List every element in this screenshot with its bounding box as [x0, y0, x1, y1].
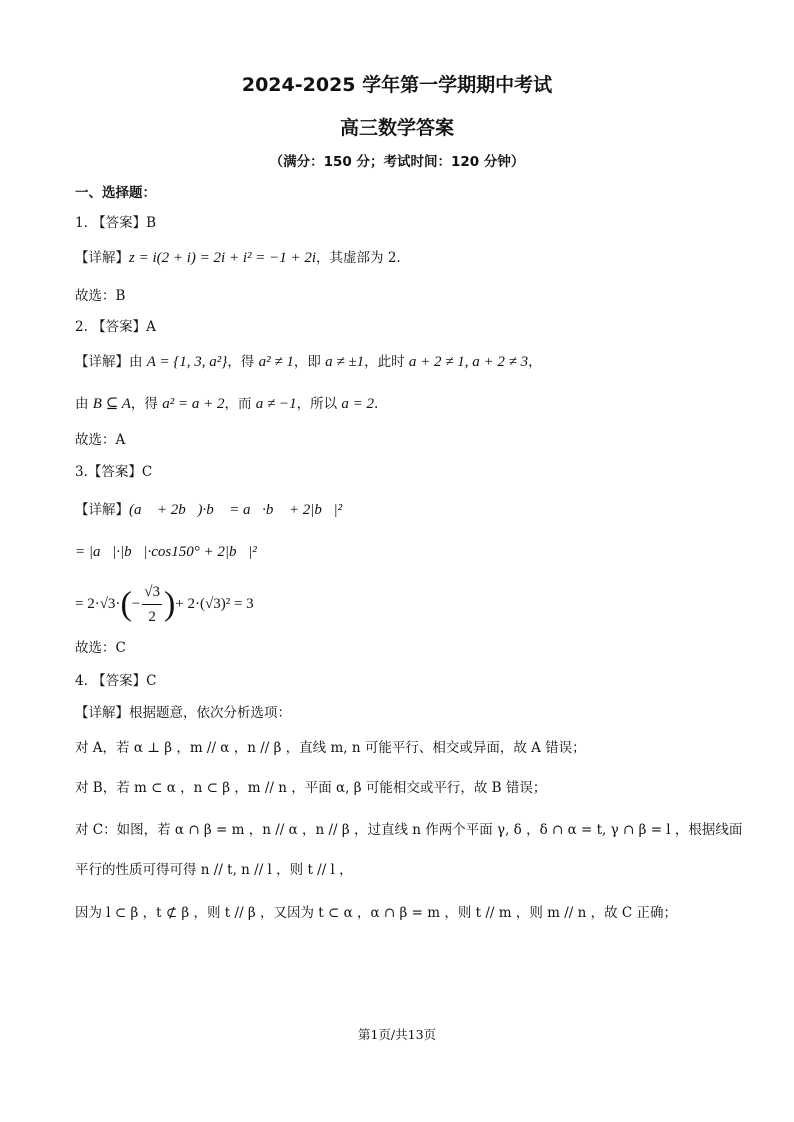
- q2-line1: [75, 352, 542, 372]
- q2-line1-prefix: 【详解】由: [75, 354, 147, 370]
- page-number: 第1页/共13页: [357, 1027, 437, 1042]
- q4-option-a: 对 A，若 α ⊥ β ，m // α ，n // β ，直线 m, n 可能平行、相交或异面，故 A 错误；: [75, 740, 586, 756]
- q3-line3: = 2·√3·(− $\frac{√3}{2}$ )+ 2·(√3)² = 3: [75, 580, 254, 629]
- q2-line1-math3: a ≠ ±1: [325, 354, 365, 370]
- q2-line1-math2: a² ≠ 1: [258, 354, 294, 370]
- q3-answer: 3.【答案】C: [75, 464, 153, 480]
- q1-detail-math: z = i(2 + i) = 2i + i² = −1 + 2i: [129, 250, 317, 266]
- q2-line2-math3: a ≠ −1: [255, 396, 297, 412]
- q2-line2-math4: a = 2: [341, 396, 375, 412]
- q4-option-c-line1: 对 C：如图，若 α ∩ β = m ，n // α ，n // β ，过直线 n 作两个平面 γ, δ ，δ ∩ α = t, γ ∩ β = l ，根据线面: [75, 822, 743, 838]
- q2-line2-math1: B ⊆ A: [92, 396, 131, 412]
- q2-answer: 2. 【答案】A: [75, 319, 156, 335]
- q4-answer: 4. 【答案】C: [75, 673, 157, 689]
- q4-option-c-line3: 因为 l ⊂ β ，t ⊄ β ，则 t // β ，又因为 t ⊂ α ，α ∩ β = m ，则 t // m ，则 m // n ，故 C 正确；: [75, 905, 677, 921]
- q1-detail-prefix: 【详解】: [75, 250, 129, 266]
- q1-detail: [75, 248, 401, 268]
- exam-title: 2024-2025 学年第一学期期中考试: [241, 74, 553, 96]
- q2-line1-math4: a + 2 ≠ 1, a + 2 ≠ 3: [408, 354, 529, 370]
- q2-line1-mid1: ，得: [227, 354, 259, 370]
- q4-option-b: 对 B，若 m ⊂ α ，n ⊂ β ，m // n ，平面 α, β 可能相交或平行，故 B 错误；: [75, 780, 547, 796]
- q2-line1-math1: A = {1, 3, a²}: [146, 354, 228, 370]
- section-heading: 一、选择题：: [75, 185, 156, 201]
- q2-line2-prefix: 由: [75, 396, 93, 412]
- q2-line1-end: ，: [528, 354, 542, 370]
- q2-line1-mid3: ，此时: [364, 354, 409, 370]
- q3-line1-math: (a⃗ + 2b⃗)·b⃗ = a⃗·b⃗ + 2|b⃗|²: [129, 502, 343, 518]
- q3-fraction-denominator: 2: [148, 609, 156, 625]
- q3-line1-prefix: 【详解】: [75, 502, 129, 518]
- q3-fraction: [142, 580, 162, 629]
- q4-detail: 【详解】根据题意，依次分析选项：: [75, 705, 291, 721]
- q3-line2: [75, 542, 257, 562]
- q2-line2-math2: a² = a + 2: [162, 396, 225, 412]
- exam-subtitle: 高三数学答案: [339, 117, 454, 139]
- q3-fraction-numerator: √3: [142, 580, 162, 605]
- q3-line2-math: = |a⃗|·|b⃗|·cos150° + 2|b⃗|²: [75, 544, 257, 560]
- q2-choice: 故选：A: [75, 432, 126, 448]
- q2-line2-mid2: ，而: [224, 396, 256, 412]
- q1-answer: 1. 【答案】B: [75, 215, 157, 231]
- q2-line2-end: .: [374, 396, 379, 412]
- exam-note: （满分：150 分；考试时间：120 分钟）: [269, 154, 525, 170]
- q2-line2-mid1: ，得: [130, 396, 163, 412]
- q3-line3-part-b: + 2·(√3)² = 3: [175, 596, 254, 612]
- left-paren-icon: (: [120, 585, 132, 623]
- q2-line1-mid2: ，即: [293, 354, 326, 370]
- q4-option-c-line2: 平行的性质可得可得 n // t, n // l ，则 t // l ，: [75, 862, 353, 878]
- right-paren-icon: ): [163, 585, 176, 623]
- q2-line2-mid3: ，所以: [296, 396, 342, 412]
- q1-choice: 故选：B: [75, 288, 126, 304]
- q1-detail-suffix: ，其虚部为 2.: [316, 250, 401, 266]
- q3-line1: [75, 500, 342, 520]
- q3-choice: 故选：C: [75, 640, 126, 656]
- q3-line3-part-a: = 2·√3·: [75, 596, 121, 612]
- q2-line2: [75, 394, 378, 414]
